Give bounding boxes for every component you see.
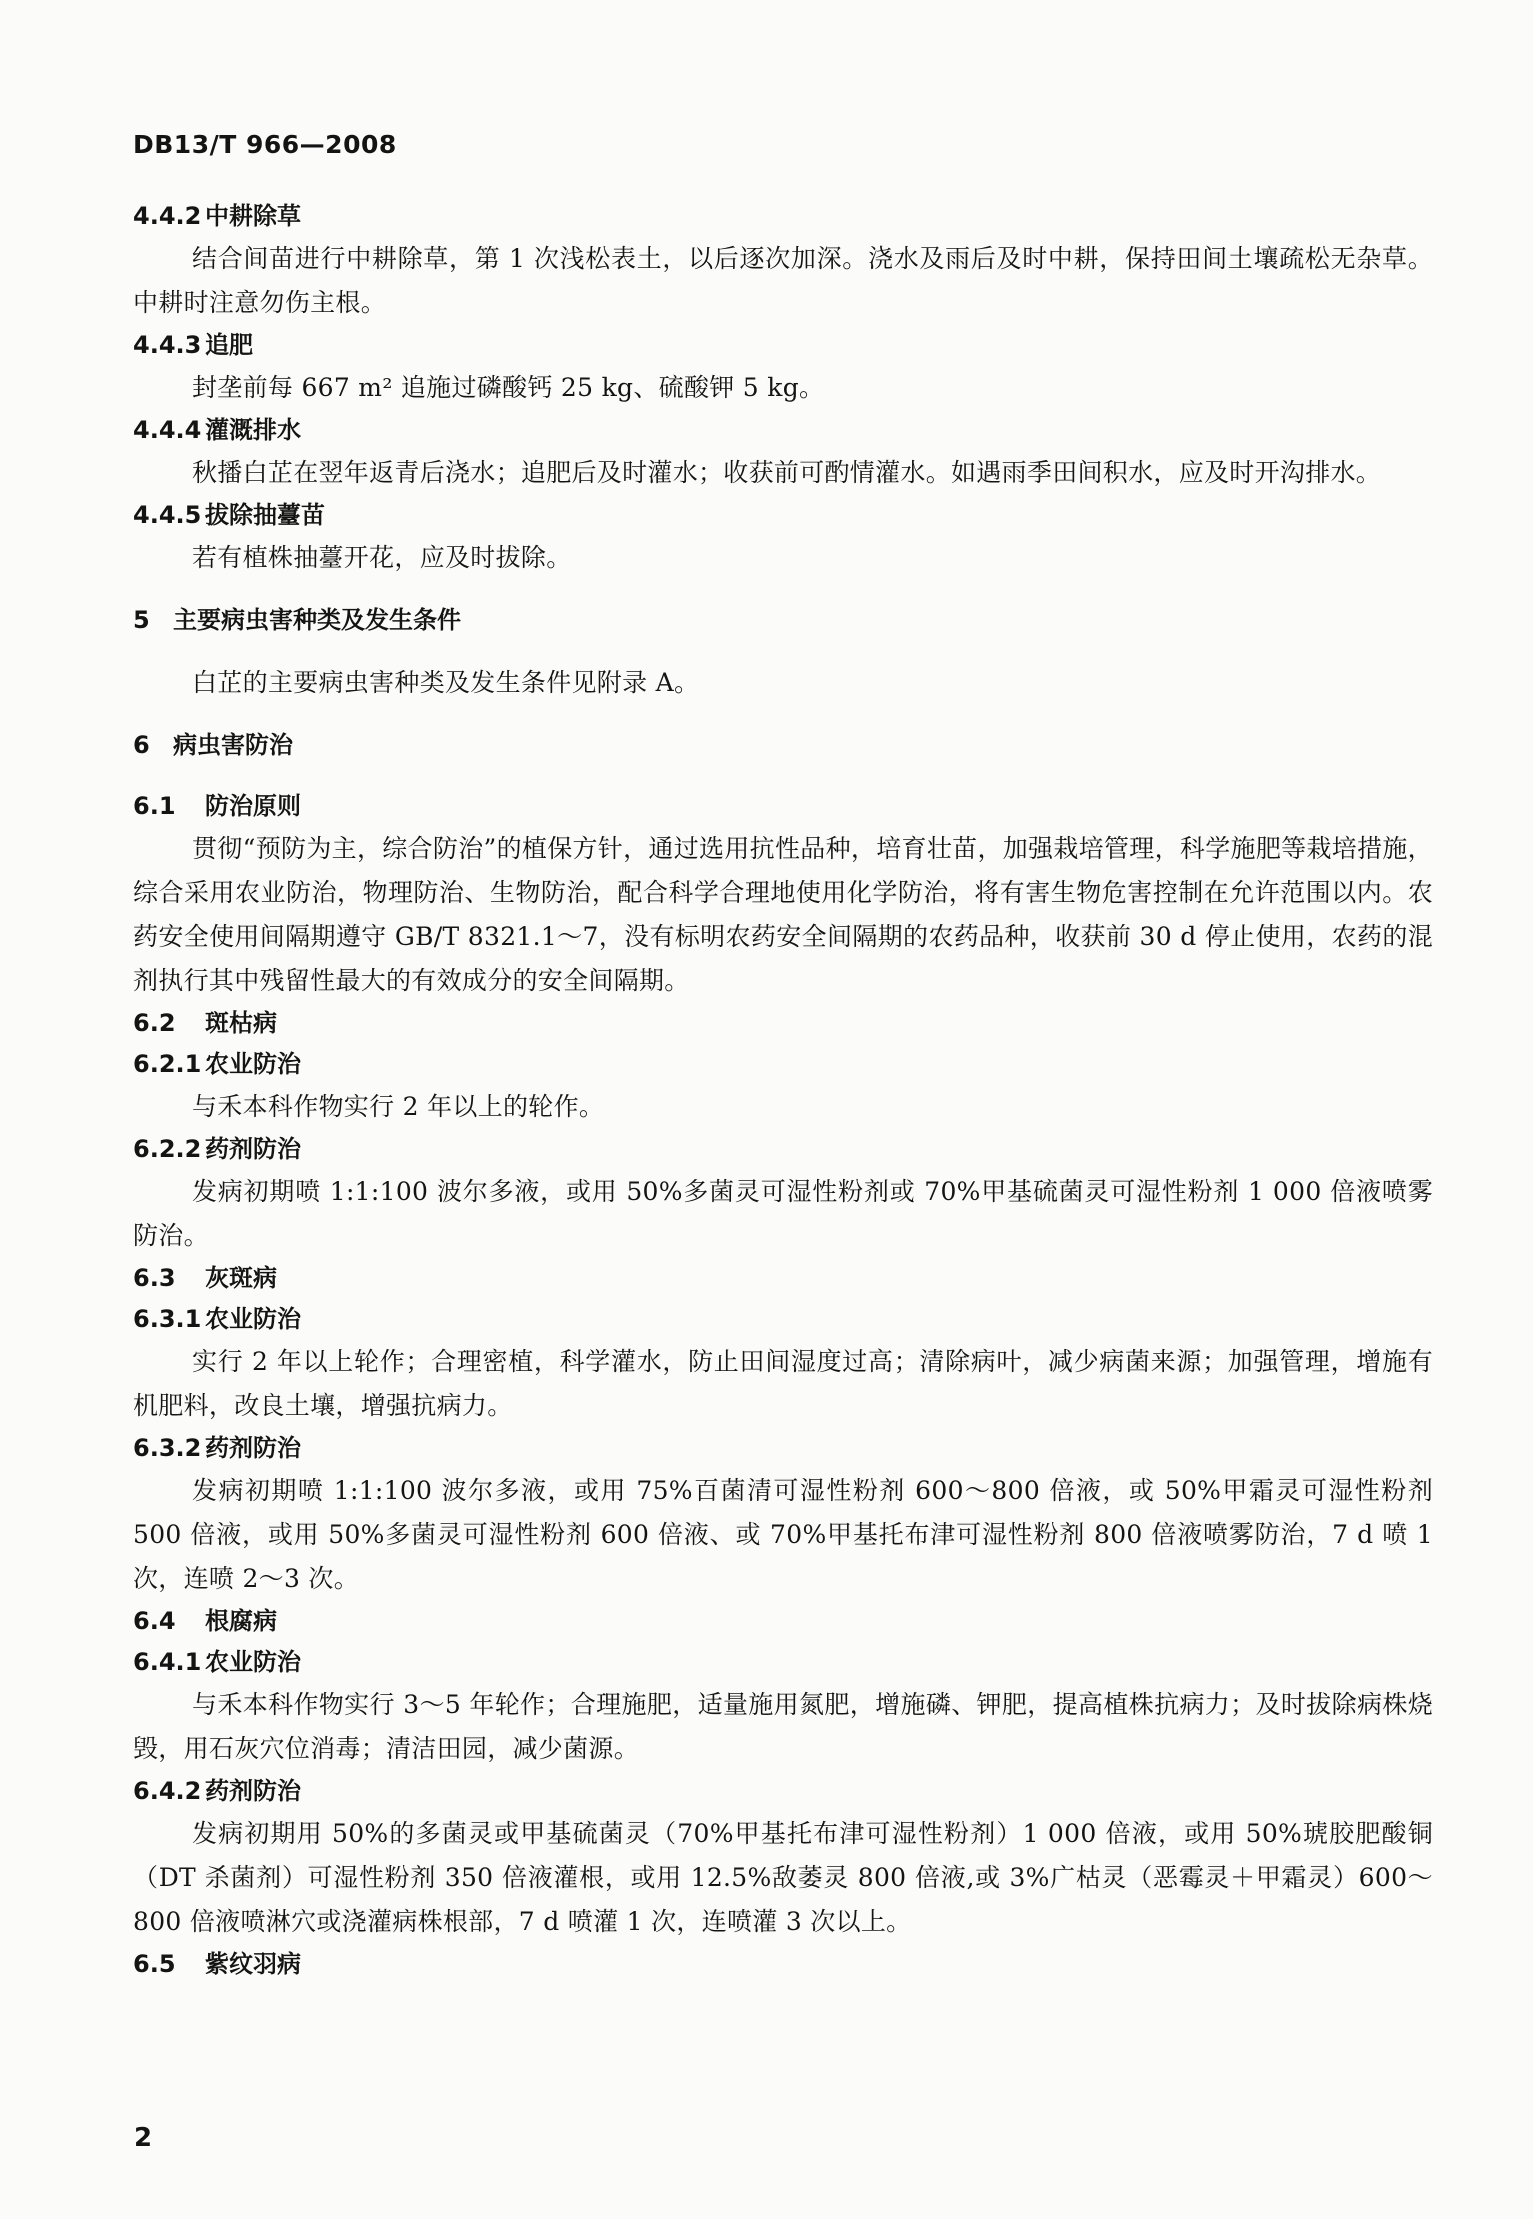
paragraph-6-3-2: 发病初期喷 1:1:100 波尔多液，或用 75%百菌清可湿性粉剂 600～800 倍液，或 50%甲霜灵可湿性粉剂 500 倍液，或用 50%多菌灵可湿性粉剂 600 倍液、或 70%甲基托布津可湿性粉剂 800 倍液喷雾防治，7 d 喷 1 次，连喷 2～3 次。: [133, 1476, 1433, 1593]
paragraph-5: 白芷的主要病虫害种类及发生条件见附录 A。: [192, 668, 700, 697]
section-heading-6-3: [133, 1258, 1433, 1299]
paragraph-4-4-5: 若有植株抽薹开花，应及时拔除。: [192, 543, 572, 572]
section-number: 6.5: [133, 1950, 176, 1978]
standard-code: DB13/T 966—2008: [133, 130, 397, 159]
chapter-heading-5: [133, 600, 1433, 641]
section-title: 药剂防治: [205, 1434, 301, 1462]
section-title: 农业防治: [205, 1648, 301, 1676]
section-heading-6-2: [133, 1003, 1433, 1044]
paragraph-6-2-1: 与禾本科作物实行 2 年以上的轮作。: [192, 1092, 605, 1121]
paragraph-6-4-2: 发病初期用 50%的多菌灵或甲基硫菌灵（70%甲基托布津可湿性粉剂）1 000 倍液，或用 50%琥胶肥酸铜（DT 杀菌剂）可湿性粉剂 350 倍液灌根，或用 12.5%敌萎灵 800 倍液,或 3%广枯灵（恶霉灵＋甲霜灵）600～800 倍液喷淋穴或浇灌病株根部，7 d 喷灌 1 次，连喷灌 3 次以上。: [133, 1819, 1433, 1936]
section-heading-6-4-1: [133, 1642, 1433, 1683]
section-number: 6.1: [133, 792, 176, 820]
section-heading-6-4-2: [133, 1771, 1433, 1812]
section-title: 农业防治: [205, 1050, 301, 1078]
paragraph-4-4-4: 秋播白芷在翌年返青后浇水；追肥后及时灌水；收获前可酌情灌水。如遇雨季田间积水，应及时开沟排水。: [192, 458, 1382, 487]
section-title: 追肥: [205, 331, 253, 359]
section-heading-4-4-3: [133, 325, 1433, 366]
section-title: 斑枯病: [205, 1009, 277, 1037]
chapter-number: 6: [133, 731, 150, 759]
paragraph-6-4-1: 与禾本科作物实行 3～5 年轮作；合理施肥，适量施用氮肥，增施磷、钾肥，提高植株抗病力；及时拔除病株烧毁，用石灰穴位消毒；清洁田园，减少菌源。: [133, 1690, 1433, 1763]
section-title: 中耕除草: [205, 202, 301, 230]
section-number: 6.3.2: [133, 1434, 202, 1462]
section-number: 6.3: [133, 1264, 176, 1292]
page-number: 2: [134, 2123, 153, 2153]
section-title: 药剂防治: [205, 1135, 301, 1163]
paragraph-6-3-1: 实行 2 年以上轮作；合理密植，科学灌水，防止田间湿度过高；清除病叶，减少病菌来源；加强管理，增施有机肥料，改良土壤，增强抗病力。: [133, 1347, 1433, 1420]
section-title: 防治原则: [205, 792, 301, 820]
section-title: 拔除抽薹苗: [205, 501, 325, 529]
section-title: 灰斑病: [205, 1264, 277, 1292]
chapter-number: 5: [133, 606, 150, 634]
paragraph-4-4-2: 结合间苗进行中耕除草，第 1 次浅松表土，以后逐次加深。浇水及雨后及时中耕，保持田间土壤疏松无杂草。中耕时注意勿伤主根。: [133, 244, 1433, 317]
section-number: 4.4.3: [133, 331, 202, 359]
section-number: 6.4.1: [133, 1648, 202, 1676]
section-number: 4.4.4: [133, 416, 202, 444]
section-title: 灌溉排水: [205, 416, 301, 444]
section-number: 6.4.2: [133, 1777, 202, 1805]
paragraph-4-4-3: 封垄前每 667 m² 追施过磷酸钙 25 kg、硫酸钾 5 kg。: [192, 373, 825, 402]
paragraph-6-1: 贯彻“预防为主，综合防治”的植保方针，通过选用抗性品种，培育壮苗，加强栽培管理，科学施肥等栽培措施，综合采用农业防治，物理防治、生物防治，配合科学合理地使用化学防治，将有害生物危害控制在允许范围以内。农药安全使用间隔期遵守 GB/T 8321.1～7，没有标明农药安全间隔期的农药品种，收获前 30 d 停止使用，农药的混剂执行其中残留性最大的有效成分的安全间隔期。: [133, 834, 1433, 995]
section-heading-6-3-2: [133, 1428, 1433, 1469]
section-heading-4-4-2: [133, 196, 1433, 237]
section-number: 6.2.1: [133, 1050, 202, 1078]
paragraph-6-2-2: 发病初期喷 1:1:100 波尔多液，或用 50%多菌灵可湿性粉剂或 70%甲基硫菌灵可湿性粉剂 1 000 倍液喷雾防治。: [133, 1177, 1433, 1250]
section-heading-6-2-2: [133, 1129, 1433, 1170]
section-heading-4-4-5: [133, 495, 1433, 536]
section-number: 6.2.2: [133, 1135, 202, 1163]
section-title: 根腐病: [205, 1607, 277, 1635]
section-number: 6.4: [133, 1607, 176, 1635]
section-number: 6.3.1: [133, 1305, 202, 1333]
section-number: 4.4.2: [133, 202, 202, 230]
chapter-title: 病虫害防治: [173, 731, 293, 759]
section-heading-6-3-1: [133, 1299, 1433, 1340]
section-heading-6-5: [133, 1944, 1433, 1985]
chapter-heading-6: [133, 725, 1433, 766]
document-body: [133, 196, 1433, 1985]
section-title: 农业防治: [205, 1305, 301, 1333]
section-title: 药剂防治: [205, 1777, 301, 1805]
section-heading-6-4: [133, 1601, 1433, 1642]
section-number: 6.2: [133, 1009, 176, 1037]
chapter-title: 主要病虫害种类及发生条件: [173, 606, 461, 634]
section-heading-6-2-1: [133, 1044, 1433, 1085]
section-title: 紫纹羽病: [205, 1950, 301, 1978]
section-heading-4-4-4: [133, 410, 1433, 451]
section-number: 4.4.5: [133, 501, 202, 529]
section-heading-6-1: [133, 786, 1433, 827]
